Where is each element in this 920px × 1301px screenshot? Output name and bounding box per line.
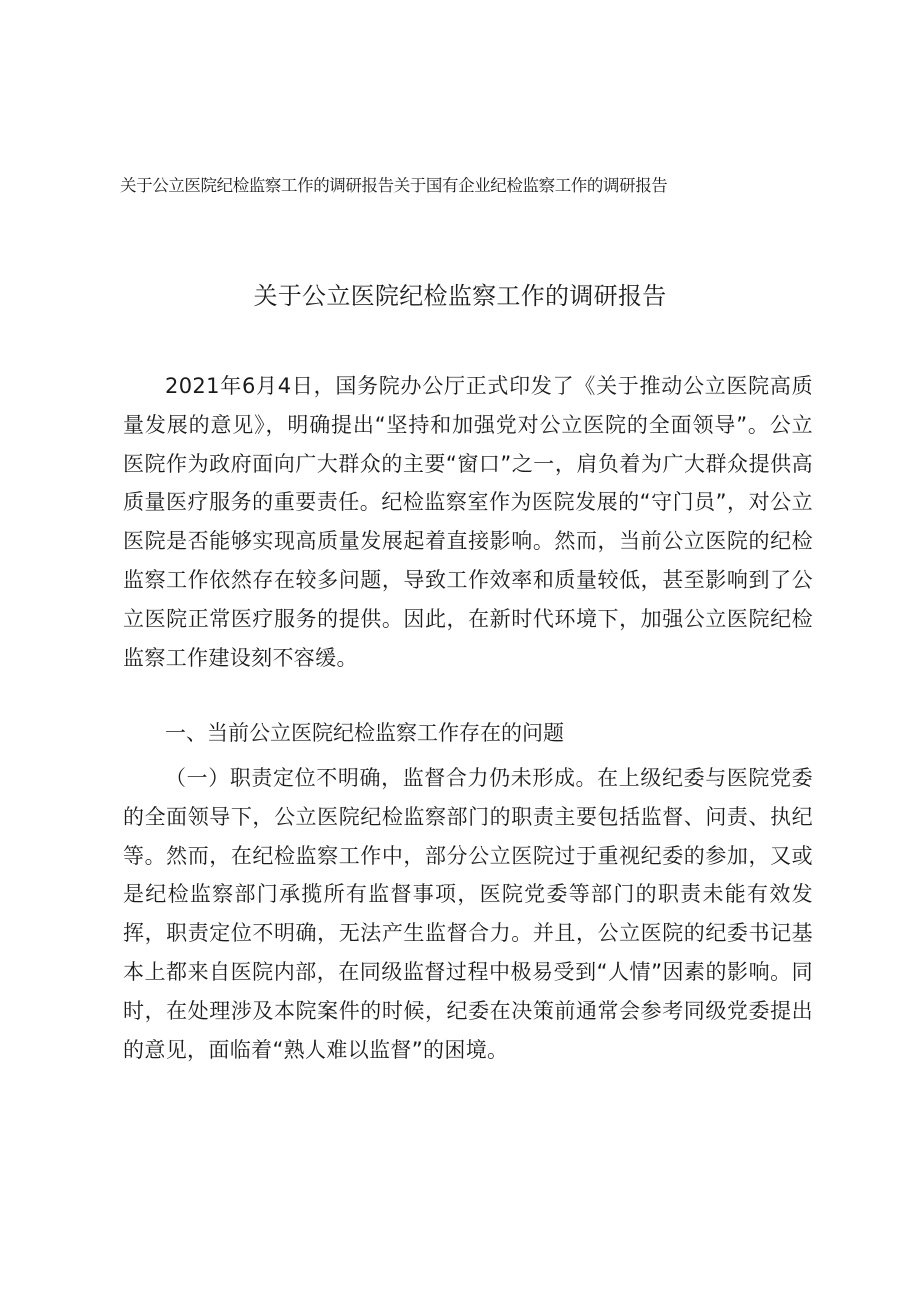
section-heading: 一、当前公立医院纪检监察工作存在的问题 [165,721,564,745]
body-paragraph: 2021年6月4日，国务院办公厅正式印发了《关于推动公立医院高质量发展的意见》，明确提出“坚持和加强党对公立医院的全面领导”。公立医院作为政府面向广大群众的主要“窗口”之一，肩负着为广大群众提供高质量医疗服务的重要责任。纪检监察室作为医院发展的“守门员”，对公立医院是否能够实现高质量发展起着直接影响。然而，当前公立医院的纪检监察工作依然存在较多问题，导致工作效率和质量较低，甚至影响到了公立医院正常医疗服务的提供。因此，在新时代环境下，加强公立医院纪检监察工作建设刻不容缓。 [123,374,813,670]
section-paragraph: （一）职责定位不明确，监督合力仍未形成。在上级纪委与医院党委的全面领导下，公立医院纪检监察部门的职责主要包括监督、问责、执纪等。然而，在纪检监察工作中，部分公立医院过于重视纪委的参加，又或是纪检监察部门承揽所有监督事项，医院党委等部门的职责未能有效发挥，职责定位不明确，无法产生监督合力。并且，公立医院的纪委书记基本上都来自医院内部，在同级监督过程中极易受到“人情”因素的影响。同时，在处理涉及本院案件的时候，纪委在决策前通常会参考同级党委提出的意见，面临着“熟人难以监督”的困境。 [123,766,813,1062]
document-title: 关于公立医院纪检监察工作的调研报告 [253,282,667,310]
running-header: 关于公立医院纪检监察工作的调研报告关于国有企业纪检监察工作的调研报告 [120,176,668,195]
